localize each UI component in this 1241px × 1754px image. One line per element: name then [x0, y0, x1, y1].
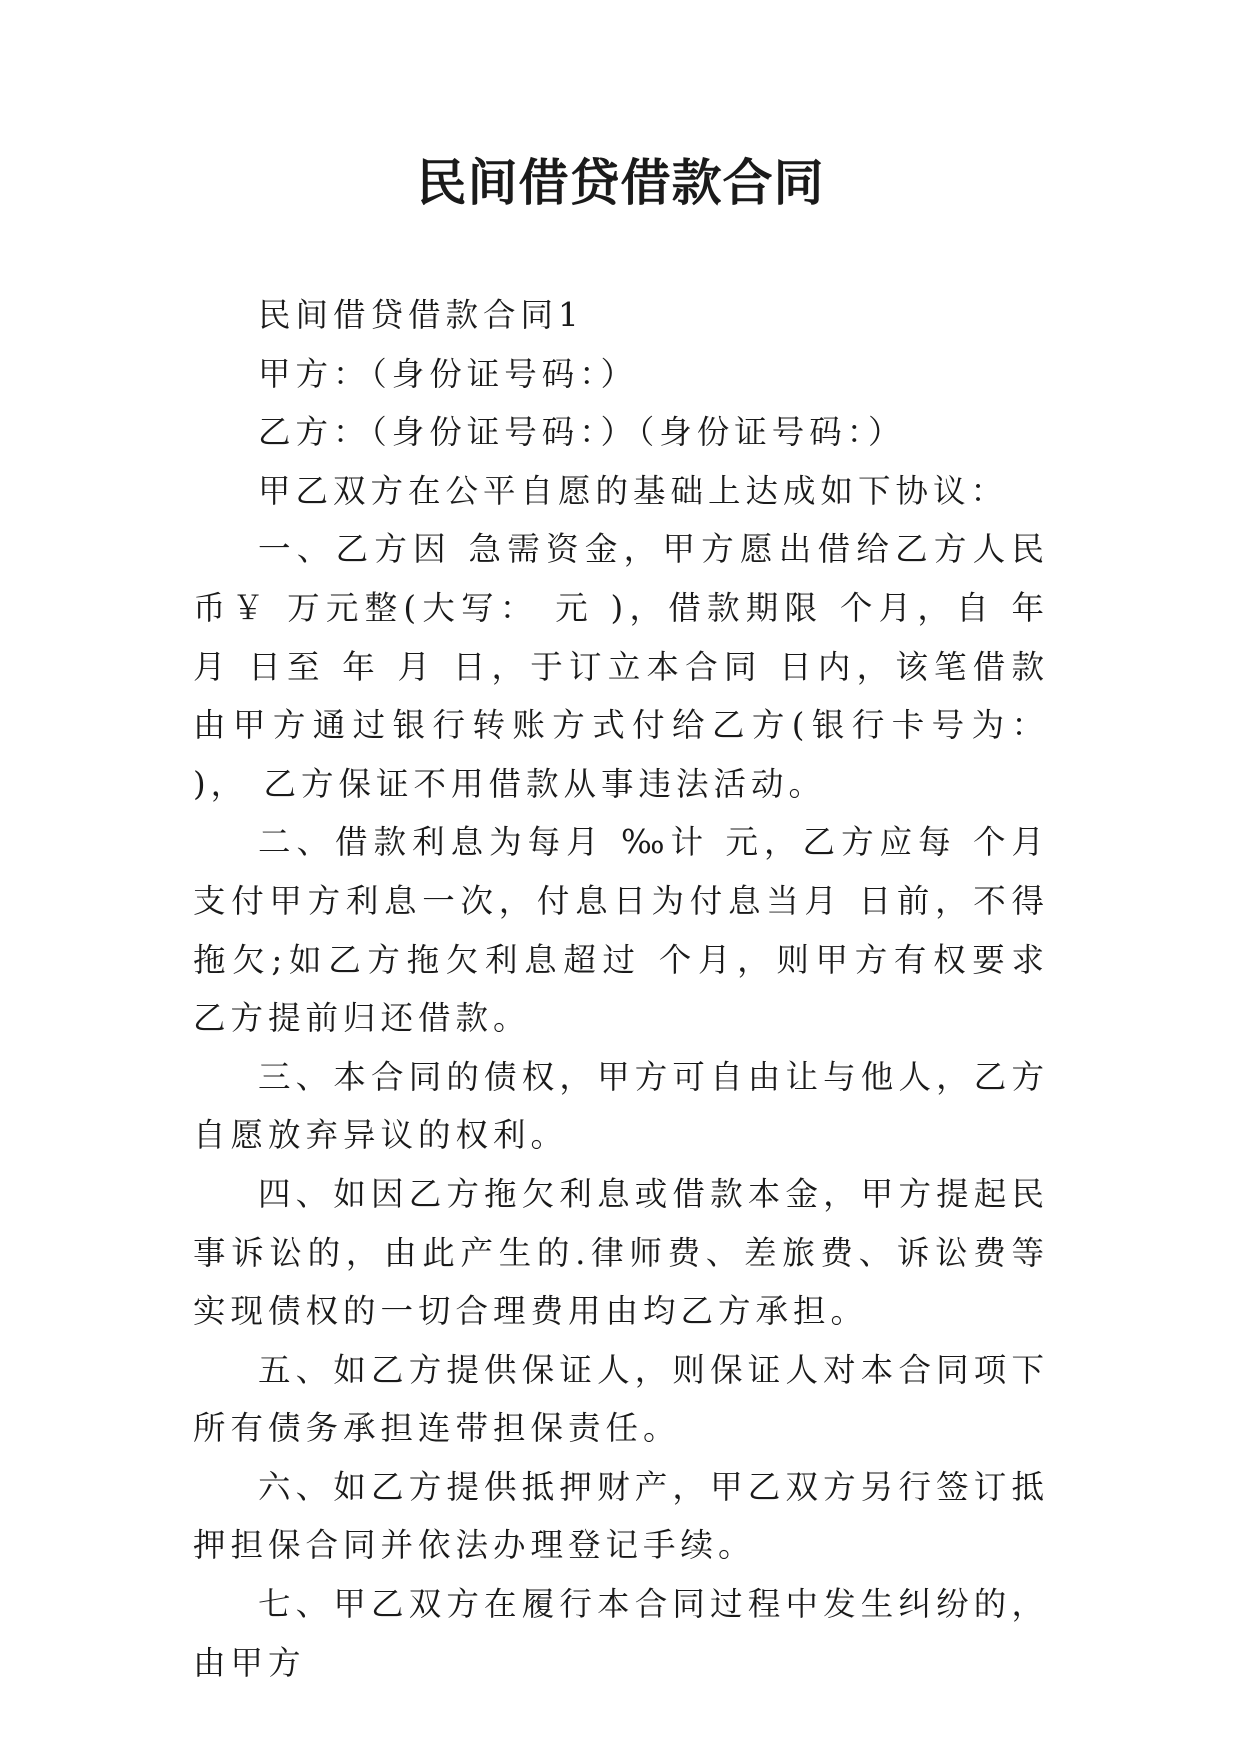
clause-2: 二、借款利息为每月 ‰计 元，乙方应每 个月支付甲方利息一次，付息日为付息当月 日前，不得拖欠;如乙方拖欠利息超过 个月，则甲方有权要求乙方提前归还借款。 — [193, 823, 1049, 1038]
party-a-line: 甲方：（身份证号码：） — [258, 354, 639, 393]
document-title: 民间借贷借款合同 — [416, 154, 825, 212]
contract-heading: 民间借贷借款合同1 — [258, 296, 584, 334]
clause-5: 五、如乙方提供保证人，则保证人对本合同项下所有债务承担连带担保责任。 — [193, 1350, 1049, 1448]
clause-4: 四、如因乙方拖欠利息或借款本金，甲方提起民事诉讼的，由此产生的.律师费、差旅费、诉讼费等实现债权的一切合理费用由均乙方承担。 — [193, 1174, 1049, 1331]
party-b-line: 乙方：（身份证号码：）（身份证号码：） — [258, 413, 906, 452]
clause-6: 六、如乙方提供抵押财产，甲乙双方另行签订抵押担保合同并依法办理登记手续。 — [193, 1467, 1049, 1565]
document-body — [193, 286, 1049, 1692]
clause-3: 三、本合同的债权，甲方可自由让与他人，乙方自愿放弃异议的权利。 — [193, 1057, 1049, 1155]
clause-1: 一、乙方因 急需资金，甲方愿出借给乙方人民币￥ 万元整(大写： 元 )，借款期限 个月，自 年 月 日至 年 月 日，于订立本合同 日内，该笔借款由甲方通过银行转账方式付给乙方(银行卡号为： )， 乙方保证不用借款从事违法活动。 — [193, 530, 1049, 803]
agreement-intro: 甲乙双方在公平自愿的基础上达成如下协议： — [258, 471, 1009, 510]
clause-7: 七、甲乙双方在履行本合同过程中发生纠纷的，由甲方 — [193, 1585, 1049, 1682]
